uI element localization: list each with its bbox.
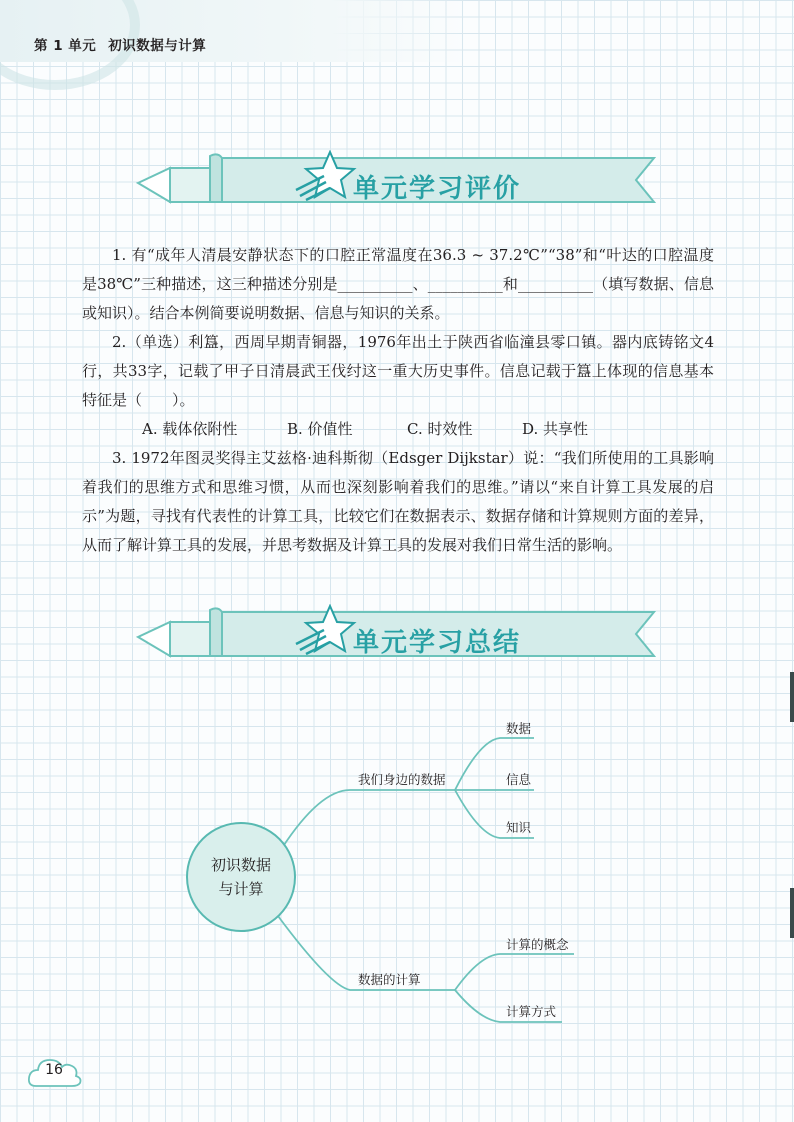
section-title-summary: 单元学习总结 (353, 628, 522, 658)
page-header (0, 0, 470, 62)
section-title-evaluation: 单元学习评价 (353, 174, 522, 204)
unit-label: 第 1 单元 (34, 38, 97, 54)
option-a: A. 载体依附性 (142, 420, 238, 438)
center-line-1: 初识数据 (210, 856, 271, 874)
header-text (34, 34, 206, 54)
leaf-concept-of-computation: 计算的概念 (506, 937, 569, 952)
question-2-options (82, 415, 714, 444)
center-line-2: 与计算 (218, 880, 264, 898)
branch-label-computation: 数据的计算 (358, 972, 421, 987)
mind-map-connectors (0, 700, 794, 1060)
question-1: 1. 有“成年人清晨安静状态下的口腔正常温度在36.3 ~ 37.2℃”“38”和“叶达的口腔温度是38℃”三种描述，这三种描述分别是__________、__________和__________（填写数据、信息或知识）。结合本例简要说明数据、信息与知识的关系。 (82, 246, 714, 322)
section-banner-summary (0, 604, 794, 684)
edge-mark (790, 672, 794, 722)
option-c: C. 时效性 (407, 420, 473, 438)
leaf-knowledge: 知识 (506, 820, 532, 835)
leaf-data: 数据 (506, 721, 532, 736)
page-number-badge (26, 1052, 82, 1090)
unit-title: 初识数据与计算 (108, 38, 207, 54)
option-d: D. 共享性 (522, 420, 589, 438)
mind-map (0, 700, 794, 1060)
mind-map-center (186, 822, 296, 932)
section-banner-evaluation (0, 150, 794, 230)
leaf-information: 信息 (506, 772, 532, 787)
option-b: B. 价值性 (287, 420, 353, 438)
question-3: 3. 1972年图灵奖得主艾兹格·迪科斯彻（Edsger Dijkstar）说：“我们所使用的工具影响着我们的思维方式和思维习惯，从而也深刻影响着我们的思维。”请以“来自计算工具发展的启示”为题，寻找有代表性的计算工具，比较它们在数据表示、数据存储和计算规则方面的差异，从而了解计算工具的发展，并思考数据及计算工具的发展对我们日常生活的影响。 (82, 449, 714, 554)
leaf-computation-methods: 计算方式 (506, 1004, 557, 1019)
question-block (82, 241, 714, 560)
edge-mark (790, 888, 794, 938)
branch-label-data-around-us: 我们身边的数据 (358, 772, 446, 787)
page-number: 16 (45, 1062, 63, 1078)
question-2: 2.（单选）利簋，西周早期青铜器，1976年出土于陕西省临潼县零口镇。器内底铸铭文4行，共33字，记载了甲子日清晨武王伐纣这一重大历史事件。信息记载于簋上体现的信息基本特征是（ ）。 (82, 333, 714, 409)
